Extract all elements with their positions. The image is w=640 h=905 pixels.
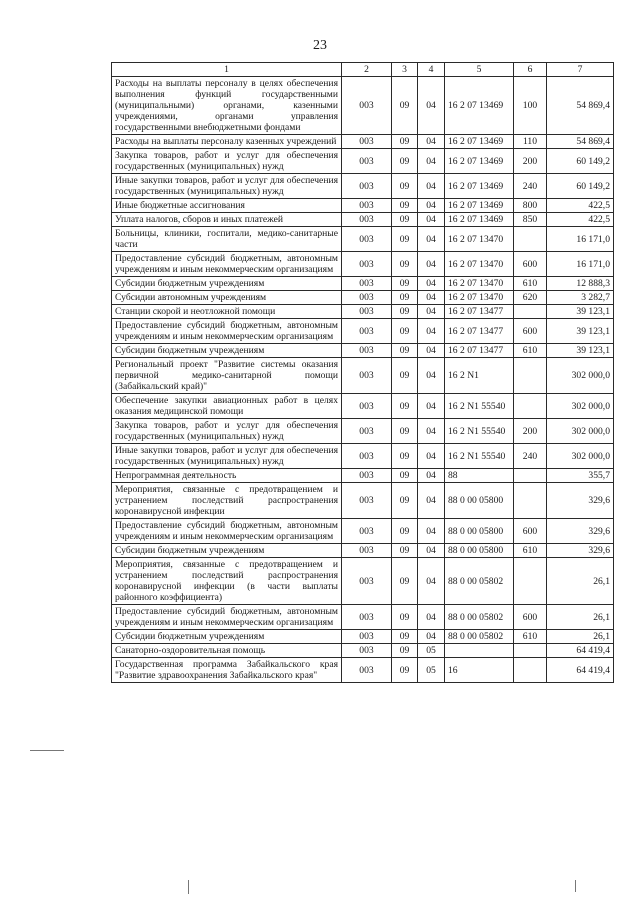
ministry-code-cell: 003 — [342, 319, 392, 344]
amount-cell: 39 123,1 — [547, 319, 614, 344]
section-code-cell: 09 — [392, 469, 418, 483]
header-cell: 6 — [514, 63, 547, 77]
header-cell: 7 — [547, 63, 614, 77]
subsection-code-cell: 04 — [418, 394, 445, 419]
target-article-cell: 16 2 07 13469 — [445, 77, 514, 135]
row-name-cell: Закупка товаров, работ и услуг для обеспечения государственных (муниципальных) нужд — [112, 419, 342, 444]
target-article-cell: 16 2 N1 55540 — [445, 394, 514, 419]
section-code-cell: 09 — [392, 394, 418, 419]
expense-type-cell: 610 — [514, 544, 547, 558]
row-name-cell: Закупка товаров, работ и услуг для обеспечения государственных (муниципальных) нужд — [112, 149, 342, 174]
ministry-code-cell: 003 — [342, 483, 392, 519]
row-name-cell: Предоставление субсидий бюджетным, автономным учреждениям и иным некоммерческим организациям — [112, 319, 342, 344]
table-row — [112, 77, 614, 135]
amount-cell: 64 419,4 — [547, 658, 614, 683]
row-name-cell: Иные бюджетные ассигнования — [112, 199, 342, 213]
ministry-code-cell: 003 — [342, 305, 392, 319]
table-row — [112, 544, 614, 558]
expense-type-cell — [514, 483, 547, 519]
target-article-cell: 16 2 07 13470 — [445, 277, 514, 291]
row-name-cell: Расходы на выплаты персоналу в целях обеспечения выполнения функций государственными (муниципальными) органами, казенными учреждениями, органами управления государственными внебюджетными фондами — [112, 77, 342, 135]
target-article-cell: 16 2 N1 — [445, 358, 514, 394]
amount-cell: 60 149,2 — [547, 174, 614, 199]
subsection-code-cell: 05 — [418, 658, 445, 683]
table-row — [112, 558, 614, 605]
table-row — [112, 483, 614, 519]
table-row — [112, 605, 614, 630]
amount-cell: 355,7 — [547, 469, 614, 483]
subsection-code-cell: 04 — [418, 319, 445, 344]
expense-type-cell: 600 — [514, 605, 547, 630]
row-name-cell: Субсидии бюджетным учреждениям — [112, 630, 342, 644]
expense-type-cell: 610 — [514, 630, 547, 644]
amount-cell: 26,1 — [547, 558, 614, 605]
target-article-cell: 16 2 07 13469 — [445, 199, 514, 213]
amount-cell: 329,6 — [547, 483, 614, 519]
target-article-cell: 88 0 00 05802 — [445, 630, 514, 644]
amount-cell: 54 869,4 — [547, 77, 614, 135]
row-name-cell: Региональный проект "Развитие системы оказания первичной медико-санитарной помощи (Забайкальский край)" — [112, 358, 342, 394]
amount-cell: 422,5 — [547, 199, 614, 213]
section-code-cell: 09 — [392, 213, 418, 227]
header-cell: 4 — [418, 63, 445, 77]
table-row — [112, 658, 614, 683]
header-row — [112, 63, 614, 77]
table-row — [112, 174, 614, 199]
expense-type-cell: 200 — [514, 149, 547, 174]
section-code-cell: 09 — [392, 658, 418, 683]
ministry-code-cell: 003 — [342, 77, 392, 135]
ministry-code-cell: 003 — [342, 277, 392, 291]
table-row — [112, 135, 614, 149]
subsection-code-cell: 04 — [418, 135, 445, 149]
ministry-code-cell: 003 — [342, 644, 392, 658]
target-article-cell: 88 0 00 05802 — [445, 605, 514, 630]
ministry-code-cell: 003 — [342, 394, 392, 419]
subsection-code-cell: 04 — [418, 630, 445, 644]
row-name-cell: Предоставление субсидий бюджетным, автономным учреждениям и иным некоммерческим организациям — [112, 605, 342, 630]
subsection-code-cell: 04 — [418, 558, 445, 605]
section-code-cell: 09 — [392, 519, 418, 544]
expense-type-cell — [514, 469, 547, 483]
amount-cell: 26,1 — [547, 605, 614, 630]
target-article-cell: 16 2 07 13469 — [445, 213, 514, 227]
expense-type-cell: 240 — [514, 174, 547, 199]
section-code-cell: 09 — [392, 605, 418, 630]
target-article-cell: 16 2 N1 55540 — [445, 444, 514, 469]
section-code-cell: 09 — [392, 305, 418, 319]
target-article-cell: 88 0 00 05800 — [445, 544, 514, 558]
table-row — [112, 227, 614, 252]
amount-cell: 302 000,0 — [547, 419, 614, 444]
amount-cell: 329,6 — [547, 544, 614, 558]
subsection-code-cell: 04 — [418, 483, 445, 519]
expense-type-cell: 800 — [514, 199, 547, 213]
ministry-code-cell: 003 — [342, 469, 392, 483]
ministry-code-cell: 003 — [342, 444, 392, 469]
amount-cell: 3 282,7 — [547, 291, 614, 305]
row-name-cell: Уплата налогов, сборов и иных платежей — [112, 213, 342, 227]
expense-type-cell — [514, 358, 547, 394]
section-code-cell: 09 — [392, 227, 418, 252]
subsection-code-cell: 04 — [418, 544, 445, 558]
scan-mark — [30, 750, 64, 751]
ministry-code-cell: 003 — [342, 213, 392, 227]
ministry-code-cell: 003 — [342, 544, 392, 558]
expense-type-cell: 610 — [514, 277, 547, 291]
amount-cell: 39 123,1 — [547, 305, 614, 319]
section-code-cell: 09 — [392, 544, 418, 558]
header-cell: 5 — [445, 63, 514, 77]
subsection-code-cell: 05 — [418, 644, 445, 658]
subsection-code-cell: 04 — [418, 419, 445, 444]
subsection-code-cell: 04 — [418, 174, 445, 199]
table-row — [112, 444, 614, 469]
subsection-code-cell: 04 — [418, 199, 445, 213]
target-article-cell: 88 0 00 05802 — [445, 558, 514, 605]
row-name-cell: Больницы, клиники, госпитали, медико-санитарные части — [112, 227, 342, 252]
table-row — [112, 644, 614, 658]
table-row — [112, 149, 614, 174]
row-name-cell: Субсидии бюджетным учреждениям — [112, 277, 342, 291]
expense-type-cell: 600 — [514, 519, 547, 544]
row-name-cell: Предоставление субсидий бюджетным, автономным учреждениям и иным некоммерческим организациям — [112, 519, 342, 544]
table-row — [112, 469, 614, 483]
section-code-cell: 09 — [392, 199, 418, 213]
ministry-code-cell: 003 — [342, 227, 392, 252]
header-cell: 2 — [342, 63, 392, 77]
section-code-cell: 09 — [392, 291, 418, 305]
row-name-cell: Станции скорой и неотложной помощи — [112, 305, 342, 319]
expense-type-cell — [514, 227, 547, 252]
section-code-cell: 09 — [392, 135, 418, 149]
amount-cell: 302 000,0 — [547, 358, 614, 394]
target-article-cell: 16 2 07 13470 — [445, 252, 514, 277]
row-name-cell: Субсидии бюджетным учреждениям — [112, 344, 342, 358]
budget-table — [111, 62, 614, 683]
target-article-cell — [445, 644, 514, 658]
ministry-code-cell: 003 — [342, 519, 392, 544]
amount-cell: 329,6 — [547, 519, 614, 544]
section-code-cell: 09 — [392, 558, 418, 605]
section-code-cell: 09 — [392, 483, 418, 519]
section-code-cell: 09 — [392, 252, 418, 277]
row-name-cell: Иные закупки товаров, работ и услуг для обеспечения государственных (муниципальных) нужд — [112, 174, 342, 199]
ministry-code-cell: 003 — [342, 419, 392, 444]
amount-cell: 60 149,2 — [547, 149, 614, 174]
expense-type-cell: 620 — [514, 291, 547, 305]
subsection-code-cell: 04 — [418, 227, 445, 252]
target-article-cell: 88 0 00 05800 — [445, 519, 514, 544]
scan-mark — [575, 880, 576, 892]
target-article-cell: 88 0 00 05800 — [445, 483, 514, 519]
expense-type-cell: 600 — [514, 319, 547, 344]
row-name-cell: Иные закупки товаров, работ и услуг для обеспечения государственных (муниципальных) нужд — [112, 444, 342, 469]
amount-cell: 16 171,0 — [547, 227, 614, 252]
section-code-cell: 09 — [392, 77, 418, 135]
table-row — [112, 419, 614, 444]
ministry-code-cell: 003 — [342, 252, 392, 277]
amount-cell: 16 171,0 — [547, 252, 614, 277]
subsection-code-cell: 04 — [418, 213, 445, 227]
table-row — [112, 344, 614, 358]
target-article-cell: 16 2 07 13469 — [445, 174, 514, 199]
section-code-cell: 09 — [392, 630, 418, 644]
target-article-cell: 16 2 07 13469 — [445, 149, 514, 174]
table-row — [112, 277, 614, 291]
subsection-code-cell: 04 — [418, 344, 445, 358]
section-code-cell: 09 — [392, 358, 418, 394]
expense-type-cell: 600 — [514, 252, 547, 277]
table-row — [112, 319, 614, 344]
page-number: 23 — [313, 38, 327, 53]
table-row — [112, 213, 614, 227]
amount-cell: 12 888,3 — [547, 277, 614, 291]
target-article-cell: 16 2 07 13469 — [445, 135, 514, 149]
row-name-cell: Санаторно-оздоровительная помощь — [112, 644, 342, 658]
subsection-code-cell: 04 — [418, 605, 445, 630]
ministry-code-cell: 003 — [342, 344, 392, 358]
table-row — [112, 630, 614, 644]
expense-type-cell: 610 — [514, 344, 547, 358]
expense-type-cell: 850 — [514, 213, 547, 227]
section-code-cell: 09 — [392, 277, 418, 291]
section-code-cell: 09 — [392, 644, 418, 658]
ministry-code-cell: 003 — [342, 558, 392, 605]
subsection-code-cell: 04 — [418, 358, 445, 394]
section-code-cell: 09 — [392, 174, 418, 199]
target-article-cell: 88 — [445, 469, 514, 483]
section-code-cell: 09 — [392, 419, 418, 444]
amount-cell: 422,5 — [547, 213, 614, 227]
row-name-cell: Государственная программа Забайкальского края "Развитие здравоохранения Забайкальского края" — [112, 658, 342, 683]
header-cell: 3 — [392, 63, 418, 77]
target-article-cell: 16 2 N1 55540 — [445, 419, 514, 444]
row-name-cell: Мероприятия, связанные с предотвращением и устранением последствий распространения коронавирусной инфекции — [112, 483, 342, 519]
subsection-code-cell: 04 — [418, 469, 445, 483]
expense-type-cell: 110 — [514, 135, 547, 149]
row-name-cell: Непрограммная деятельность — [112, 469, 342, 483]
ministry-code-cell: 003 — [342, 174, 392, 199]
target-article-cell: 16 2 07 13477 — [445, 319, 514, 344]
ministry-code-cell: 003 — [342, 358, 392, 394]
row-name-cell: Субсидии автономным учреждениям — [112, 291, 342, 305]
amount-cell: 302 000,0 — [547, 394, 614, 419]
header-cell: 1 — [112, 63, 342, 77]
subsection-code-cell: 04 — [418, 149, 445, 174]
row-name-cell: Расходы на выплаты персоналу казенных учреждений — [112, 135, 342, 149]
target-article-cell: 16 2 07 13477 — [445, 344, 514, 358]
amount-cell: 64 419,4 — [547, 644, 614, 658]
expense-type-cell — [514, 558, 547, 605]
amount-cell: 26,1 — [547, 630, 614, 644]
subsection-code-cell: 04 — [418, 77, 445, 135]
subsection-code-cell: 04 — [418, 305, 445, 319]
table-row — [112, 305, 614, 319]
table-row — [112, 519, 614, 544]
expense-type-cell: 240 — [514, 444, 547, 469]
amount-cell: 54 869,4 — [547, 135, 614, 149]
target-article-cell: 16 2 07 13470 — [445, 291, 514, 305]
expense-type-cell — [514, 658, 547, 683]
row-name-cell: Субсидии бюджетным учреждениям — [112, 544, 342, 558]
scan-mark — [188, 880, 189, 894]
table-row — [112, 394, 614, 419]
ministry-code-cell: 003 — [342, 630, 392, 644]
expense-type-cell — [514, 305, 547, 319]
subsection-code-cell: 04 — [418, 252, 445, 277]
row-name-cell: Мероприятия, связанные с предотвращением и устранением последствий распространения коронавирусной инфекции (в части выплаты районного коэффициента) — [112, 558, 342, 605]
ministry-code-cell: 003 — [342, 291, 392, 305]
section-code-cell: 09 — [392, 444, 418, 469]
target-article-cell: 16 2 07 13470 — [445, 227, 514, 252]
ministry-code-cell: 003 — [342, 149, 392, 174]
target-article-cell: 16 — [445, 658, 514, 683]
expense-type-cell: 200 — [514, 419, 547, 444]
ministry-code-cell: 003 — [342, 199, 392, 213]
amount-cell: 39 123,1 — [547, 344, 614, 358]
expense-type-cell — [514, 644, 547, 658]
ministry-code-cell: 003 — [342, 658, 392, 683]
row-name-cell: Обеспечение закупки авиационных работ в целях оказания медицинской помощи — [112, 394, 342, 419]
row-name-cell: Предоставление субсидий бюджетным, автономным учреждениям и иным некоммерческим организациям — [112, 252, 342, 277]
expense-type-cell: 100 — [514, 77, 547, 135]
table-row — [112, 252, 614, 277]
section-code-cell: 09 — [392, 319, 418, 344]
table-row — [112, 199, 614, 213]
subsection-code-cell: 04 — [418, 291, 445, 305]
table-row — [112, 291, 614, 305]
subsection-code-cell: 04 — [418, 519, 445, 544]
expense-type-cell — [514, 394, 547, 419]
ministry-code-cell: 003 — [342, 605, 392, 630]
section-code-cell: 09 — [392, 344, 418, 358]
target-article-cell: 16 2 07 13477 — [445, 305, 514, 319]
table-row — [112, 358, 614, 394]
ministry-code-cell: 003 — [342, 135, 392, 149]
amount-cell: 302 000,0 — [547, 444, 614, 469]
subsection-code-cell: 04 — [418, 444, 445, 469]
section-code-cell: 09 — [392, 149, 418, 174]
subsection-code-cell: 04 — [418, 277, 445, 291]
